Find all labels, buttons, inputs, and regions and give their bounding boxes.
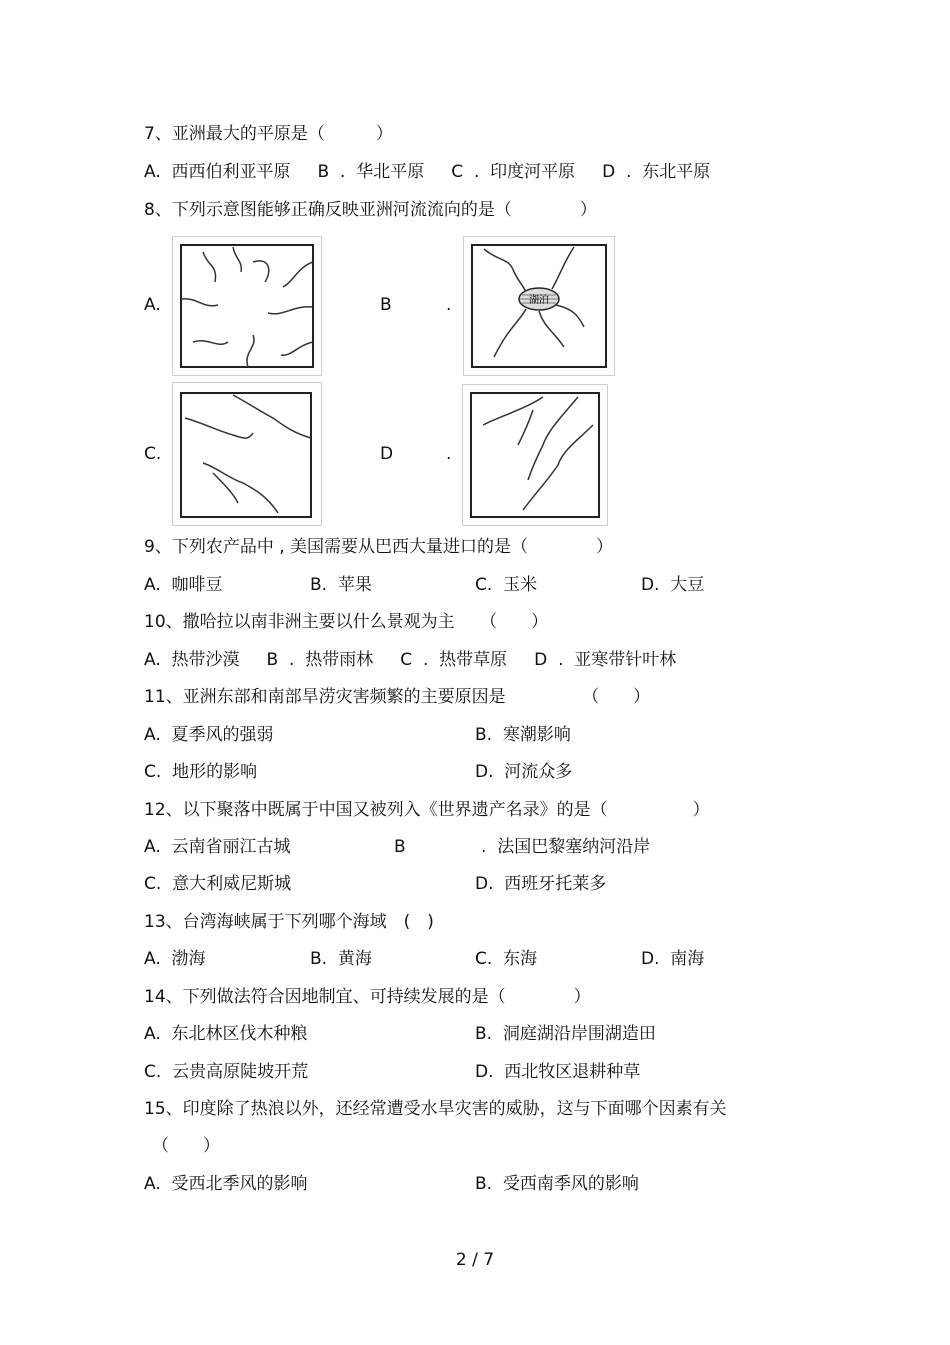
- q15-option-b: B. 受西南季风的影响: [475, 1174, 639, 1194]
- q8-label-d: D: [380, 444, 394, 464]
- q12-option-a: A. 云南省丽江古城: [144, 837, 291, 857]
- q9-option-a: A. 咖啡豆: [144, 575, 223, 595]
- q9-option-b: B. 苹果: [310, 575, 372, 595]
- q13-option-c: C. 东海: [475, 949, 538, 969]
- q14-option-c: C. 云贵高原陡坡开荒: [144, 1062, 309, 1082]
- q9-option-c: C. 玉米: [475, 575, 538, 595]
- q8-stem: 8、下列示意图能够正确反映亚洲河流流向的是（ ）: [144, 200, 597, 220]
- q13-option-d: D. 南海: [641, 949, 705, 969]
- q12-option-b: . 法国巴黎塞纳河沿岸: [481, 837, 651, 857]
- q11-stem: 11、亚洲东部和南部旱涝灾害频繁的主要原因是 （ ）: [144, 687, 651, 707]
- q7-stem: 7、亚洲最大的平原是（ ）: [144, 124, 393, 144]
- q14-option-a: A. 东北林区伐木种粮: [144, 1024, 308, 1044]
- q8-label-b-dot: .: [446, 295, 452, 315]
- q10-options: A. 热带沙漠 B . 热带雨林 C . 热带草原 D . 亚寒带针叶林: [144, 650, 677, 670]
- q8-label-b: B: [380, 295, 392, 315]
- q12-option-d: D. 西班牙托莱多: [475, 874, 607, 894]
- q12-stem: 12、以下聚落中既属于中国又被列入《世界遗产名录》的是（ ）: [144, 800, 710, 820]
- q8-figure-a: [172, 236, 322, 376]
- q11-option-b: B. 寒潮影响: [475, 725, 571, 745]
- q9-option-d: D. 大豆: [641, 575, 705, 595]
- q15-stem: 15、印度除了热浪以外，还经常遭受水旱灾害的威胁，这与下面哪个因素有关: [144, 1099, 727, 1119]
- q10-stem: 10、撒哈拉以南非洲主要以什么景观为主 （ ）: [144, 612, 549, 632]
- q8-figure-c: [172, 382, 322, 526]
- q15-stem-cont: （ ）: [152, 1136, 220, 1156]
- q11-option-c: C. 地形的影响: [144, 762, 258, 782]
- q14-stem: 14、下列做法符合因地制宜、可持续发展的是（ ）: [144, 987, 591, 1007]
- q15-option-a: A. 受西北季风的影响: [144, 1174, 308, 1194]
- q13-option-a: A. 渤海: [144, 949, 206, 969]
- q12-option-c: C. 意大利威尼斯城: [144, 874, 292, 894]
- q8-label-c: C.: [144, 444, 162, 464]
- q11-option-a: A. 夏季风的强弱: [144, 725, 274, 745]
- q7-options: A. 西西伯利亚平原 B . 华北平原 C . 印度河平原 D . 东北平原: [144, 162, 711, 182]
- q9-stem: 9、下列农产品中 , 美国需要从巴西大量进口的是（ ）: [144, 537, 614, 557]
- q13-stem: 13、台湾海峡属于下列哪个海域 ( ): [144, 912, 434, 932]
- q8-label-a: A.: [144, 295, 161, 315]
- q8-label-d-dot: .: [446, 444, 452, 464]
- q14-option-b: B. 洞庭湖沿岸围湖造田: [475, 1024, 656, 1044]
- q12-option-b-label: B: [394, 837, 406, 857]
- q8-figure-b: [463, 236, 615, 376]
- q14-option-d: D. 西北牧区退耕种草: [475, 1062, 641, 1082]
- q11-option-d: D. 河流众多: [475, 762, 573, 782]
- lake-label: 湖泊: [529, 295, 549, 306]
- page-number: 2 / 7: [455, 1250, 495, 1270]
- q8-figure-d: [462, 384, 608, 526]
- q13-option-b: B. 黄海: [310, 949, 372, 969]
